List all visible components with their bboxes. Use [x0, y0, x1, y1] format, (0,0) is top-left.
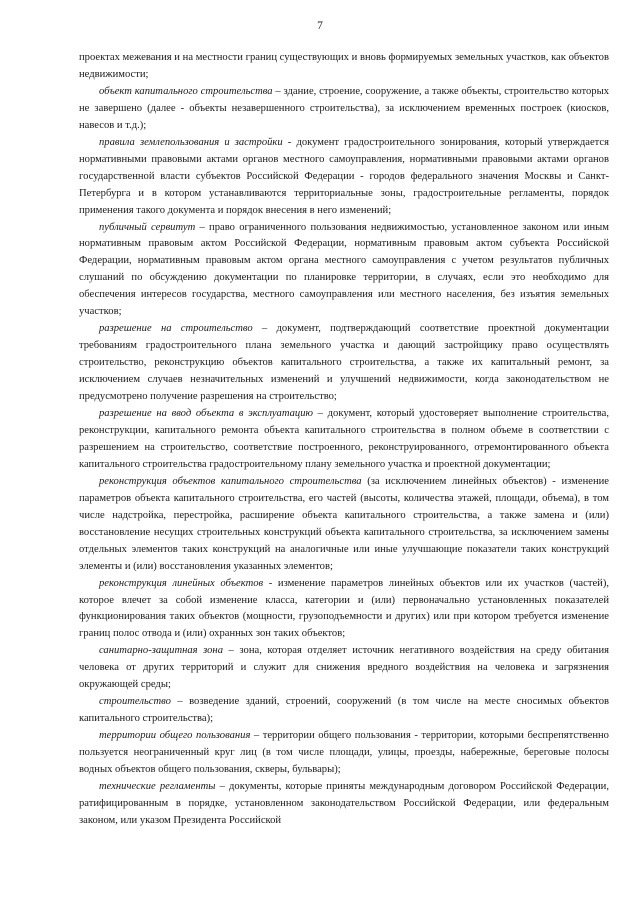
definition-paragraph — [79, 321, 609, 406]
definition-text: - изменение параметров линейных объектов или их участков (частей), которое влечет за собой изменение класса, категории и (или) первоначально установленных показателей функционирования таких объектов (мощности, грузоподъемности и других) или при котором требуется изменение границ полос отвода и (или) охранных зон таких объектов; — [79, 577, 609, 640]
defined-term: технические регламенты — [99, 780, 216, 792]
defined-term: публичный сервитут — [99, 221, 196, 233]
definition-text: – документы, которые приняты международным договором Российской Федерации, ратифицированным в порядке, установленном законодательством Российской Федерации, или федеральным законом, или указом Президента Российской — [79, 780, 609, 826]
paragraph-text: проектах межевания и на местности границ существующих и вновь формируемых земельных участков, как объектов недвижимости; — [79, 52, 609, 80]
definition-text: – возведение зданий, строений, сооружений (в том числе на месте сносимых объектов капитального строительства); — [79, 696, 609, 725]
definition-paragraph — [79, 406, 609, 474]
definition-paragraph — [79, 84, 609, 135]
defined-term: строительство — [99, 696, 171, 708]
defined-term: разрешение на ввод объекта в эксплуатацию — [99, 408, 313, 420]
defined-term: санитарно-защитная зона — [99, 645, 223, 657]
definition-text: (за исключением линейных объектов) - изменение параметров объекта капитального строительства, его частей (высоты, количества этажей, площади, объема), в том числе надстройка, перестройка, расширение объекта капитального строительства, а также замена и (или) восстановление несущих строительных конструкций объекта капитального строительства, за исключением замены отдельных элементов таких конструкций на аналогичные или иные улучшающие показатели таких конструкций элементы и (или) восстановления указанных элементов; — [79, 475, 609, 572]
definition-text: – территории общего пользования - территории, которыми беспрепятственно пользуется неограниченный круг лиц (в том числе площади, улицы, проезды, набережные, береговые полосы водных объектов общего пользования, скверы, бульвары); — [79, 730, 609, 776]
definition-paragraph — [79, 779, 609, 830]
definition-text: – документ, который удостоверяет выполнение строительства, реконструкции, капитального ремонта объекта капитального строительства в полном объеме в соответствии с разрешением на строительство, соответствие построенного, реконструированного, отремонтированного объекта капитального строительства градостроительному плану земельного участка и проектной документации; — [79, 408, 609, 470]
document-body — [79, 50, 609, 830]
definition-text: – право ограниченного пользования недвижимостью, установленное законом или иным нормативным правовым актом Российской Федерации, нормативным правовым актом субъекта Российской Федерации, нормативным правовым актом органа местного самоуправления с учетом результатов публичных слушаний по обсуждению документации по планировке территории, в случаях, если это необходимо для обеспечения интересов государства, местного самоуправления или местного населения, без изъятия земельных участков; — [79, 221, 609, 318]
definition-text: – здание, строение, сооружение, а также объекты, строительство которых не завершено (далее - объекты незавершенного строительства), за исключением временных построек (киосков, навесов и т.д.); — [79, 85, 610, 131]
definition-paragraph — [79, 474, 609, 576]
definition-paragraph — [79, 728, 609, 779]
definition-text: - документ градостроительного зонирования, который утверждается нормативными правовыми актами органов местного самоуправления, нормативными правовыми актами органов государственной власти субъектов Российской Федерации - городов федерального значения Москвы и Санкт-Петербурга и в котором устанавливаются территориальные зоны, градостроительные регламенты, порядок применения такого документа и порядок внесения в него изменений; — [79, 136, 609, 216]
defined-term: территории общего пользования — [99, 730, 251, 742]
definition-text: – документ, подтверждающий соответствие проектной документации требованиям градостроительного плана земельного участка и дающий застройщику право осуществлять строительство, реконструкцию объектов капитального строительства, а также их капитальный ремонт, за исключением случаев незначительных изменений и улучшений недвижимости, когда законодательством не предусмотрено получение разрешения на строительство; — [79, 323, 609, 403]
defined-term: реконструкция объектов капитального строительства — [99, 475, 362, 487]
defined-term: реконструкция линейных объектов — [99, 577, 264, 589]
paragraph-continuation — [79, 50, 609, 84]
defined-term: разрешение на строительство — [99, 323, 253, 335]
page-number: 7 — [317, 20, 323, 32]
definition-text: – зона, которая отделяет источник негативного воздействия на среду обитания человека от других территорий и служит для снижения вредного воздействия на человека и загрязнения окружающей среды; — [79, 645, 609, 691]
definition-paragraph — [79, 220, 609, 322]
definition-paragraph — [79, 643, 609, 694]
defined-term: правила землепользования и застройки — [99, 136, 283, 148]
defined-term: объект капитального строительства — [99, 85, 273, 97]
definition-paragraph — [79, 576, 609, 644]
definition-paragraph — [79, 694, 609, 728]
definition-paragraph — [79, 135, 609, 220]
